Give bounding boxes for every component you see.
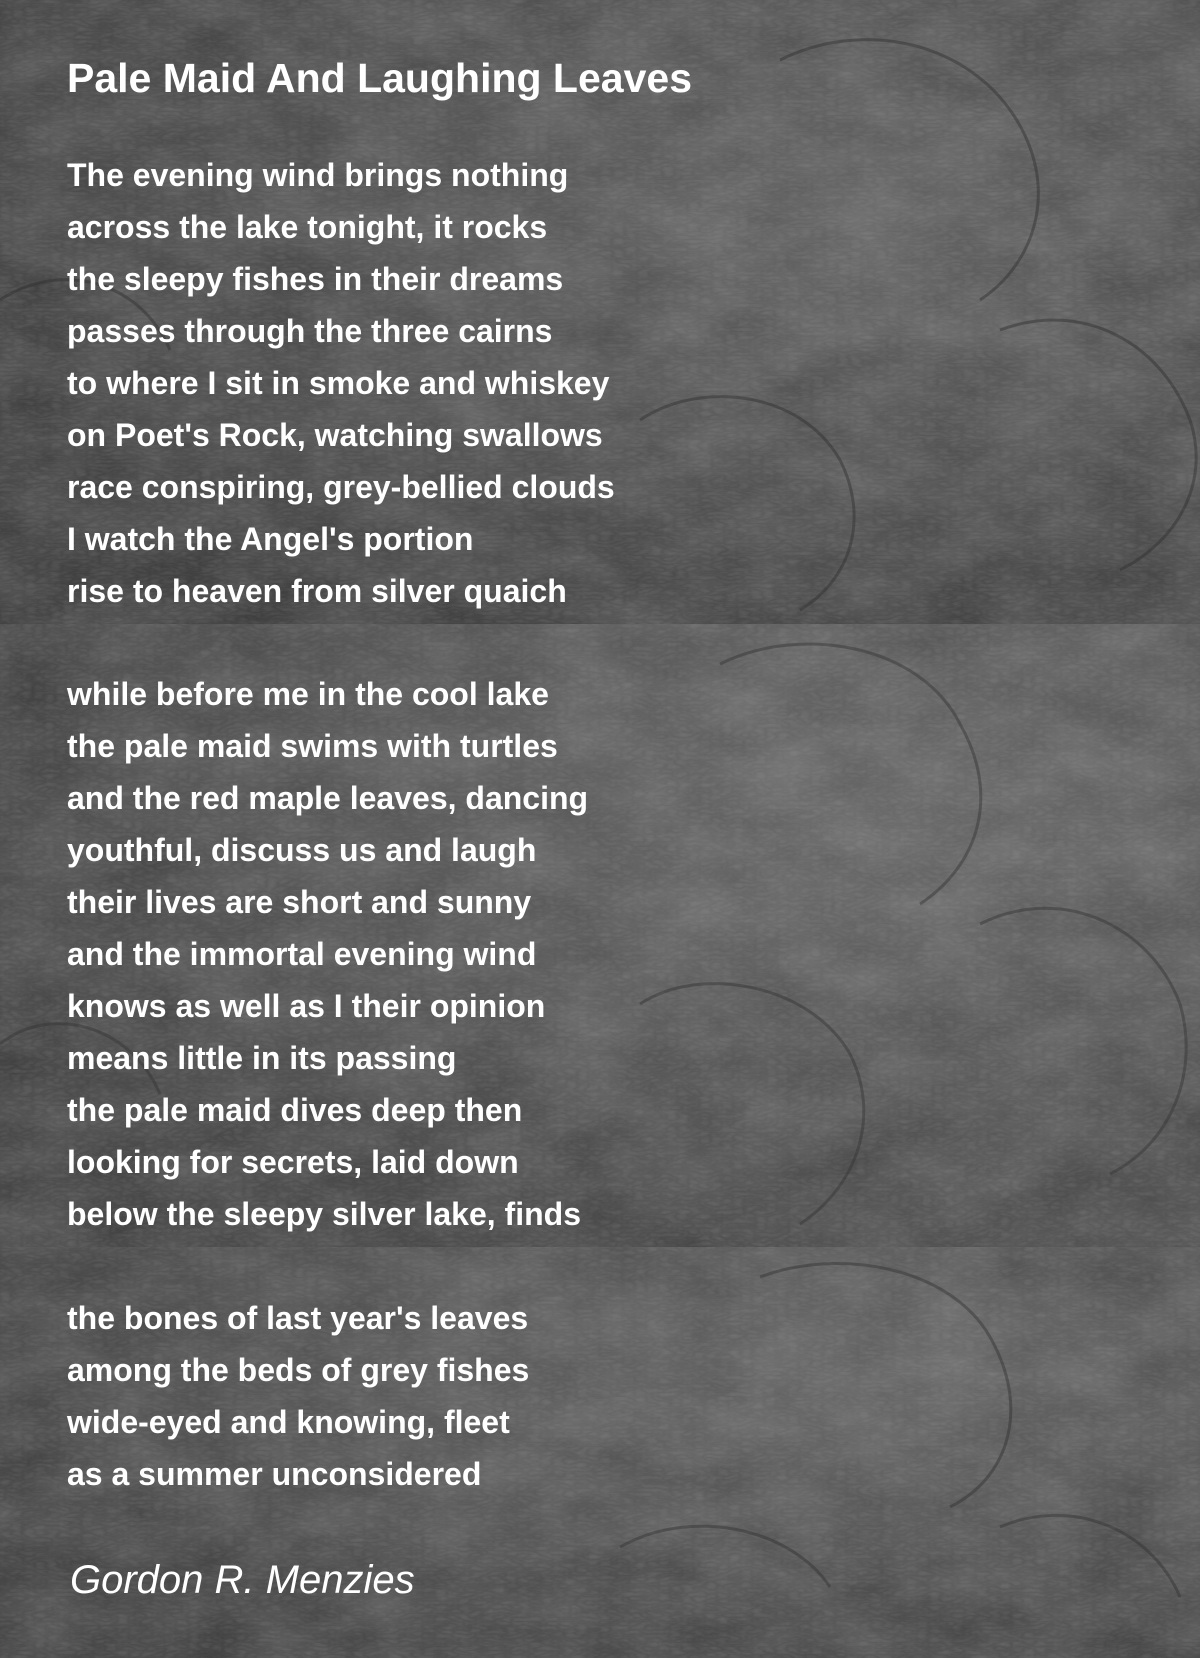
stanza-1 xyxy=(67,149,615,617)
poem-line: means little in its passing xyxy=(67,1040,457,1076)
poem-line: youthful, discuss us and laugh xyxy=(67,832,537,868)
poem-author: Gordon R. Menzies xyxy=(70,1558,415,1602)
poem-line: The evening wind brings nothing xyxy=(67,157,569,193)
poem-line: passes through the three cairns xyxy=(67,313,553,349)
poem-line: to where I sit in smoke and whiskey xyxy=(67,365,610,401)
poem-line: among the beds of grey fishes xyxy=(67,1352,530,1388)
poem-line: the sleepy fishes in their dreams xyxy=(67,261,564,297)
stanza-2 xyxy=(67,668,588,1240)
poem-line: the pale maid swims with turtles xyxy=(67,728,558,764)
poem-line: and the red maple leaves, dancing xyxy=(67,780,589,816)
poem-line: their lives are short and sunny xyxy=(67,884,532,920)
stanza-3 xyxy=(67,1292,529,1500)
poem-line: wide-eyed and knowing, fleet xyxy=(67,1404,510,1440)
poem-line: on Poet's Rock, watching swallows xyxy=(67,417,603,453)
poem-line: rise to heaven from silver quaich xyxy=(67,573,567,609)
poem-line: while before me in the cool lake xyxy=(67,676,549,712)
poem-line: looking for secrets, laid down xyxy=(67,1144,519,1180)
poem-line: I watch the Angel's portion xyxy=(67,521,474,557)
poem-line: and the immortal evening wind xyxy=(67,936,537,972)
poem-line: across the lake tonight, it rocks xyxy=(67,209,548,245)
poem-line: knows as well as I their opinion xyxy=(67,988,546,1024)
poem-line: the pale maid dives deep then xyxy=(67,1092,523,1128)
poem-title: Pale Maid And Laughing Leaves xyxy=(67,55,692,101)
poem-line: the bones of last year's leaves xyxy=(67,1300,529,1336)
poem-line: below the sleepy silver lake, finds xyxy=(67,1196,581,1232)
poem-line: race conspiring, grey-bellied clouds xyxy=(67,469,615,505)
poem-line: as a summer unconsidered xyxy=(67,1456,482,1492)
